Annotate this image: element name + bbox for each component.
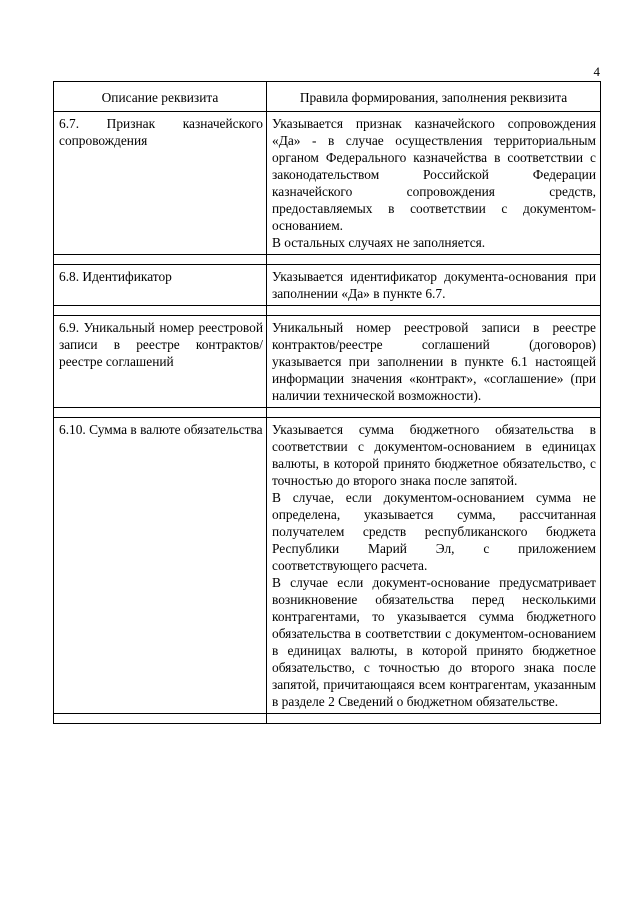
- requisite-rule: Указывается сумма бюджетного обязательства в соответствии с документом-основанием в единицах валюты, в которой принято бюджетное обязательство, с точностью до второго знака после запятой.: [272, 422, 596, 488]
- requisite-rule: В случае, если документом-основанием сумма не определена, указывается сумма, рассчитанная получателем средств республиканского бюджета Республики Марий Эл, с приложением соответствующего расчета.: [272, 490, 596, 573]
- requisite-rule: В случае если документ-основание предусматривает возникновение обязательства перед несколькими контрагентами, то указывается сумма бюджетного обязательства в соответствии с документом-основанием в единицах валюты, в которой принято бюджетное обязательство, с точностью до второго знака после запятой, причитающаяся всем контрагентам, указанным в разделе 2 Сведений о бюджетном обязательстве.: [272, 575, 596, 709]
- column-header-description: Описание реквизита: [54, 82, 267, 112]
- requisite-name: 6.7. Признак казначейского сопровождения: [59, 116, 263, 148]
- column-header-rules: Правила формирования, заполнения реквизита: [267, 82, 601, 112]
- table-row: [54, 265, 601, 306]
- requisite-rule: В остальных случаях не заполняется.: [272, 235, 486, 250]
- requisite-rule: Указывается идентификатор документа-основания при заполнении «Да» в пункте 6.7.: [272, 269, 596, 301]
- requisite-name: 6.9. Уникальный номер реестровой записи в реестре контрактов/реестре соглашений: [59, 320, 263, 369]
- requisite-name: 6.8. Идентификатор: [59, 269, 172, 284]
- page-number: 4: [593, 64, 600, 79]
- requisites-table: [53, 81, 601, 724]
- requisite-rule: Указывается признак казначейского сопровождения «Да» - в случае осуществления территориальным органом Федерального казначейства в соответствии с законодательством Российской Федерации казначейского сопровождения средств, предоставляемых в соответствии с документом-основанием.: [272, 116, 596, 233]
- table-header-row: [54, 82, 601, 112]
- table-row: [54, 112, 601, 255]
- table-row: [54, 316, 601, 408]
- requisite-rule: Уникальный номер реестровой записи в реестре контрактов/реестре соглашений (договоров) указывается при заполнении в пункте 6.1 настоящей информации значения «контракт», «соглашение» (при наличии технической возможности).: [272, 320, 596, 403]
- requisite-name: 6.10. Сумма в валюте обязательства: [59, 422, 263, 437]
- table-row: [54, 418, 601, 714]
